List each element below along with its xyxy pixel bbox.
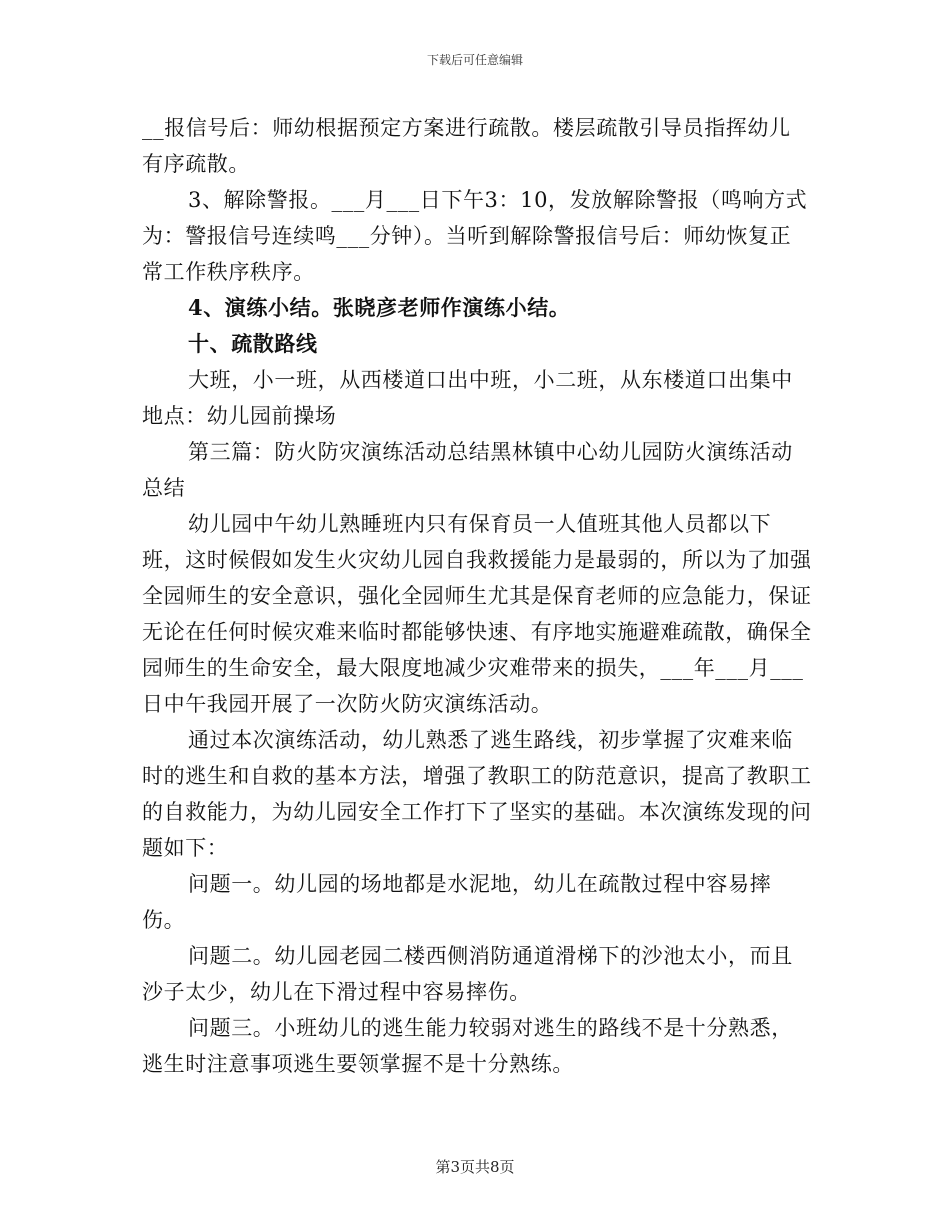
- paragraph-problem-one: 问题一。幼儿园的场地都是水泥地，幼儿在疏散过程中容易摔伤。: [142, 872, 772, 932]
- paragraph-problem-two: 问题二。幼儿园老园二楼西侧消防通道滑梯下的沙池太小，而且沙子太少，幼儿在下滑过程中容易摔伤。: [142, 944, 793, 1004]
- paragraph-route-details: 大班，小一班，从西楼道口出中班，小二班，从东楼道口出集中地点：幼儿园前操场: [142, 368, 793, 428]
- paragraph-evacuation-signal: __报信号后：师幼根据预定方案进行疏散。楼层疏散引导员指挥幼儿有序疏散。: [142, 116, 791, 176]
- page-number: 第3页共8页: [435, 1158, 515, 1176]
- page-header: 下载后可任意编辑: [426, 53, 523, 67]
- paragraph-drill-summary: 4、演练小结。张晓彦老师作演练小结。: [188, 295, 571, 320]
- section-heading-evacuation-route: 十、疏散路线: [188, 331, 318, 356]
- paragraph-problem-three: 问题三。小班幼儿的逃生能力较弱对逃生的路线不是十分熟悉，逃生时注意事项逃生要领掌握不是十分熟练。: [142, 1016, 793, 1076]
- paragraph-part-three-title: 第三篇：防火防灾演练活动总结黑林镇中心幼儿园防火演练活动总结: [142, 440, 793, 500]
- paragraph-alarm-release: 3、解除警报。___月___日下午3：10，发放解除警报（鸣响方式为：警报信号连续鸣___分钟）。当听到解除警报信号后：师幼恢复正常工作秩序秩序。: [142, 188, 808, 284]
- document-body: [142, 110, 812, 1082]
- paragraph-background: 幼儿园中午幼儿熟睡班内只有保育员一人值班其他人员都以下班，这时候假如发生火灾幼儿园自我救援能力是最弱的，所以为了加强全园师生的安全意识，强化全园师生尤其是保育老师的应急能力，保证无论在任何时候灾难来临时都能够快速、有序地实施避难疏散，确保全园师生的生命安全，最大限度地减少灾难带来的损失，___年___月___日中午我园开展了一次防火防灾演练活动。: [142, 512, 812, 716]
- paragraph-outcomes: 通过本次演练活动，幼儿熟悉了逃生路线，初步掌握了灾难来临时的逃生和自救的基本方法，增强了教职工的防范意识，提高了教职工的自救能力，为幼儿园安全工作打下了坚实的基础。本次演练发现的问题如下：: [142, 728, 812, 860]
